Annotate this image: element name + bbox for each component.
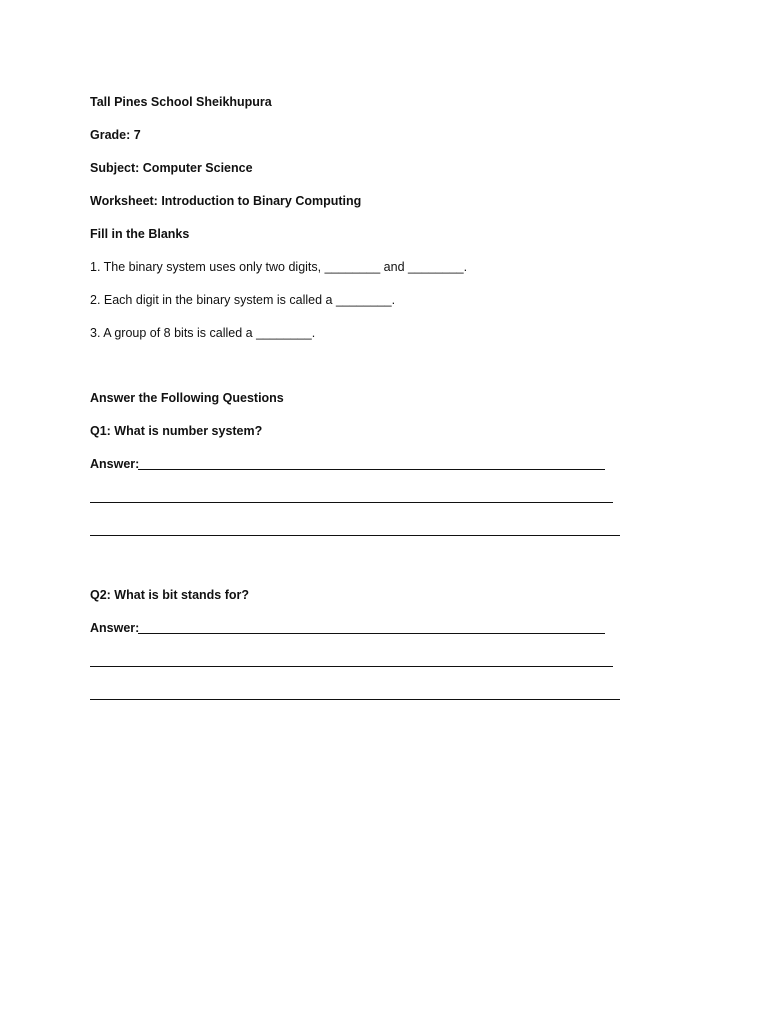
grade-line: Grade: 7	[90, 128, 141, 142]
fill-blank-item-2: 2. Each digit in the binary system is called a ________.	[90, 293, 396, 307]
answer-line	[138, 633, 605, 634]
question-1: Q1: What is number system?	[90, 424, 263, 438]
fill-blanks-heading: Fill in the Blanks	[90, 227, 190, 241]
answer-line	[138, 469, 605, 470]
questions-heading: Answer the Following Questions	[90, 391, 284, 405]
answer-line	[90, 699, 620, 700]
worksheet-title: Worksheet: Introduction to Binary Computing	[90, 194, 362, 208]
subject-line: Subject: Computer Science	[90, 161, 253, 175]
fill-blank-item-3: 3. A group of 8 bits is called a ________.	[90, 326, 316, 340]
fill-blank-item-1: 1. The binary system uses only two digits, ________ and ________.	[90, 260, 468, 274]
answer-label-1: Answer:	[90, 457, 140, 471]
answer-line	[90, 502, 613, 503]
answer-line	[90, 666, 613, 667]
answer-label-2: Answer:	[90, 621, 140, 635]
answer-line	[90, 535, 620, 536]
school-name: Tall Pines School Sheikhupura	[90, 95, 272, 109]
question-2: Q2: What is bit stands for?	[90, 588, 250, 602]
